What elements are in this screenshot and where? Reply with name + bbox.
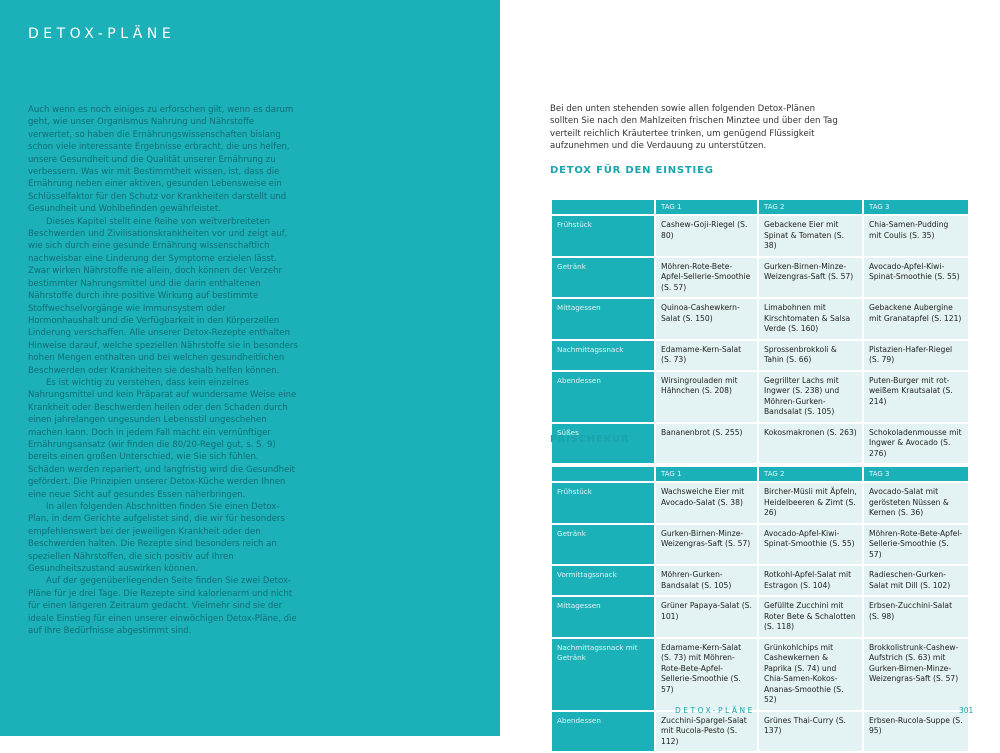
table-row xyxy=(552,372,968,422)
table-row xyxy=(552,566,968,595)
table-cell: Möhren-Rote-Bete-Apfel-Sellerie-Smoothie (S. 57) xyxy=(864,525,968,565)
table-cell: Schokoladenmousse mit Ingwer & Avocado (S. 276) xyxy=(864,424,968,464)
table-cell: Puten-Burger mit rot-weißem Krautsalat (S. 214) xyxy=(864,372,968,422)
row-label: Frühstück xyxy=(552,216,654,256)
table-header-cell: TAG 1 xyxy=(656,467,757,481)
paragraph: Dieses Kapitel stellt eine Reihe von weitverbreiteten Beschwerden und Zivilisationskrankheiten vor und zeigt auf, wie sich durch eine gesunde Ernährung wissenschaftlich nachweisbar eine Linderung der Symptome erzielen lässt. Zwar wirken Nährstoffe nie allein, doch können der Verzehr bestimmter Nahrungsmittel und die darin enthaltenen Nährstoffe durch ihre positive Wirkung auf bestimmte Stoffwechselvorgänge wie Immunsystem oder Hormonhaushalt und die Verfügbarkeit in den Körperzellen Linderung verschaffen. Alle unserer Detox-Rezepte enthalten Hinweise darauf, welche speziellen Nährstoffe sie in besonders hohen Mengen enthalten und bei welchen gesundheitlichen Beschwerden oder Krankheiten sie deshalb helfen können. xyxy=(28,216,298,376)
right-page xyxy=(500,0,1000,746)
paragraph: Es ist wichtig zu verstehen, dass kein einzelnes Nahrungsmittel und kein Präparat auf wundersame Weise eine Krankheit oder Beschwerden heilen oder den Schaden durch einen jahrelangen ungesunden Lebensstil ungeschehen machen kann. Doch in jedem Fall macht ein vernünftiger Ernährungsansatz (wir finden die 80/20-Regel gut, s. S. 9) bereits einen großen Unterschied, wie Sie sich fühlen. Schäden werden repariert, und langfristig wird die Gesundheit gefördert. Die Prinzipien unserer Detox-Küche werden Ihnen eine neue Sicht auf gesundes Essen näherbringen. xyxy=(28,377,297,500)
table-cell: Gebackene Eier mit Spinat & Tomaten (S. 38) xyxy=(759,216,862,256)
table-cell: Erbsen-Rucola-Suppe (S. 95) xyxy=(864,712,968,752)
table-row xyxy=(552,341,968,370)
table-cell: Gurken-Birnen-Minze-Weizengras-Saft (S. 57) xyxy=(759,258,862,298)
section-heading-frischekur: FRISCHEKUR xyxy=(550,434,630,445)
paragraph: In allen folgenden Abschnitten finden Sie einen Detox-Plan, in dem Gerichte aufgelistet sind, die wir für besonders empfehlenswert bei der jeweiligen Krankheit oder den Beschwerden halten. Die Rezepte sind besonders reich an speziellen Nährstoffen, die sich positiv auf Ihren Gesundheitszustand auswirken können. xyxy=(28,502,285,575)
table-cell: Pistazien-Hafer-Riegel (S. 79) xyxy=(864,341,968,370)
row-label: Abendessen xyxy=(552,712,654,752)
row-label: Frühstück xyxy=(552,483,654,523)
page-number: 301 xyxy=(959,706,974,715)
table-cell: Gegrillter Lachs mit Ingwer (S. 238) und Möhren-Gurken-Bandsalat (S. 105) xyxy=(759,372,862,422)
table-header-cell: TAG 3 xyxy=(864,467,968,481)
table-cell: Kokosmakronen (S. 263) xyxy=(759,424,862,464)
row-label: Mittagessen xyxy=(552,299,654,339)
table-cell: Quinoa-Cashewkern-Salat (S. 150) xyxy=(656,299,757,339)
table-cell: Sprossenbrokkoli & Tahin (S. 66) xyxy=(759,341,862,370)
row-label: Abendessen xyxy=(552,372,654,422)
table-cell: Gefüllte Zucchini mit Roter Bete & Schalotten (S. 118) xyxy=(759,597,862,637)
row-label: Mittagessen xyxy=(552,597,654,637)
table-cell: Grüner Papaya-Salat (S. 101) xyxy=(656,597,757,637)
table-row xyxy=(552,216,968,256)
table-header-row xyxy=(552,467,968,481)
table-header-cell: TAG 2 xyxy=(759,200,862,214)
section-heading-einstieg: DETOX FÜR DEN EINSTIEG xyxy=(550,165,714,176)
paragraph: Auch wenn es noch einiges zu erforschen gilt, wenn es darum geht, wie unser Organismus Nahrung und Nährstoffe verwertet, so haben die Ernährungswissenschaften bislang schon viele interessante Ergebnisse erbracht, die uns helfen, unsere Gesundheit und die Qualität unserer Ernährung zu verbessern. Was wir mit Bestimmtheit wissen, ist, dass die Ernährung neben einer aktiven, gesunden Lebensweise ein Schlüsselfaktor für den Schutz vor Krankheiten darstellt und Gesundheit und Wohlbefinden gewährleistet. xyxy=(28,105,294,215)
table-header-cell xyxy=(552,200,654,214)
table-header-cell: TAG 1 xyxy=(656,200,757,214)
table-cell: Chia-Samen-Pudding mit Coulis (S. 35) xyxy=(864,216,968,256)
table-cell: Grünes Thai-Curry (S. 137) xyxy=(759,712,862,752)
table-row xyxy=(552,525,968,565)
table-cell: Avocado-Apfel-Kiwi-Spinat-Smoothie (S. 55) xyxy=(759,525,862,565)
table-header-row xyxy=(552,200,968,214)
row-label: Getränk xyxy=(552,525,654,565)
row-label: Getränk xyxy=(552,258,654,298)
row-label: Nachmittagssnack xyxy=(552,341,654,370)
table-cell: Brokkolistrunk-Cashew-Aufstrich (S. 63) mit Gurken-Birnen-Minze-Weizengras-Saft (S. 57) xyxy=(864,639,968,710)
running-footer-title: DETOX-PLÄNE xyxy=(675,706,755,715)
table-cell: Edamame-Kern-Salat (S. 73) mit Möhren-Rote-Bete-Apfel-Sellerie-Smoothie (S. 57) xyxy=(656,639,757,710)
table-row xyxy=(552,712,968,752)
table-header-cell: TAG 3 xyxy=(864,200,968,214)
table-cell: Bananenbrot (S. 255) xyxy=(656,424,757,464)
table-cell: Zucchini-Spargel-Salat mit Rucola-Pesto (S. 112) xyxy=(656,712,757,752)
table-cell: Radieschen-Gurken-Salat mit Dill (S. 102) xyxy=(864,566,968,595)
table-cell: Möhren-Gurken-Bandsalat (S. 105) xyxy=(656,566,757,595)
table-cell: Avocado-Salat mit gerösteten Nüssen & Kernen (S. 36) xyxy=(864,483,968,523)
table-cell: Gebackene Aubergine mit Granatapfel (S. 121) xyxy=(864,299,968,339)
body-text xyxy=(28,104,298,637)
table-row xyxy=(552,597,968,637)
table-header-cell: TAG 2 xyxy=(759,467,862,481)
row-label: Nachmittagssnack mit Getränk xyxy=(552,639,654,710)
table-cell: Rotkohl-Apfel-Salat mit Estragon (S. 104) xyxy=(759,566,862,595)
table-cell: Wachsweiche Eier mit Avocado-Salat (S. 38) xyxy=(656,483,757,523)
table-header-cell xyxy=(552,467,654,481)
chapter-title: DETOX-PLÄNE xyxy=(28,26,176,42)
table-cell: Limabohnen mit Kirschtomaten & Salsa Verde (S. 160) xyxy=(759,299,862,339)
intro-text: Bei den unten stehenden sowie allen folgenden Detox-Plänen sollten Sie nach den Mahlzeiten frischen Minztee und über den Tag verteilt reichlich Kräutertee trinken, um genügend Flüssigkeit aufzunehmen und die Verdauung zu unterstützen. xyxy=(550,104,838,152)
table-row xyxy=(552,639,968,710)
row-label: Vormittagssnack xyxy=(552,566,654,595)
table-cell: Cashew-Goji-Riegel (S. 80) xyxy=(656,216,757,256)
paragraph: Auf der gegenüberliegenden Seite finden Sie zwei Detox-Pläne für je drei Tage. Die Rezepte sind kalorienarm und nicht für einen längeren Zeitraum gedacht. Vielmehr sind sie der ideale Einstieg für einen unserer einwöchigen Detox-Pläne, die auf Ihre Bedürfnisse abgestimmt sind. xyxy=(28,576,297,637)
table-row xyxy=(552,258,968,298)
table-row xyxy=(552,483,968,523)
table-cell: Wirsingrouladen mit Hähnchen (S. 208) xyxy=(656,372,757,422)
table-cell: Möhren-Rote-Bete-Apfel-Sellerie-Smoothie (S. 57) xyxy=(656,258,757,298)
table-cell: Bircher-Müsli mit Äpfeln, Heidelbeeren & Zimt (S. 26) xyxy=(759,483,862,523)
table-cell: Erbsen-Zucchini-Salat (S. 98) xyxy=(864,597,968,637)
table-cell: Grünkohlchips mit Cashewkernen & Paprika (S. 74) und Chia-Samen-Kokos-Ananas-Smoothie (S. 52) xyxy=(759,639,862,710)
table-cell: Avocado-Apfel-Kiwi-Spinat-Smoothie (S. 55) xyxy=(864,258,968,298)
table-row xyxy=(552,299,968,339)
plan-table-einstieg xyxy=(550,198,970,465)
table-cell: Edamame-Kern-Salat (S. 73) xyxy=(656,341,757,370)
left-page xyxy=(0,0,500,736)
table-cell: Gurken-Birnen-Minze-Weizengras-Saft (S. 57) xyxy=(656,525,757,565)
plan-table-frischekur xyxy=(550,465,970,753)
row-label: Süßes xyxy=(552,424,654,464)
